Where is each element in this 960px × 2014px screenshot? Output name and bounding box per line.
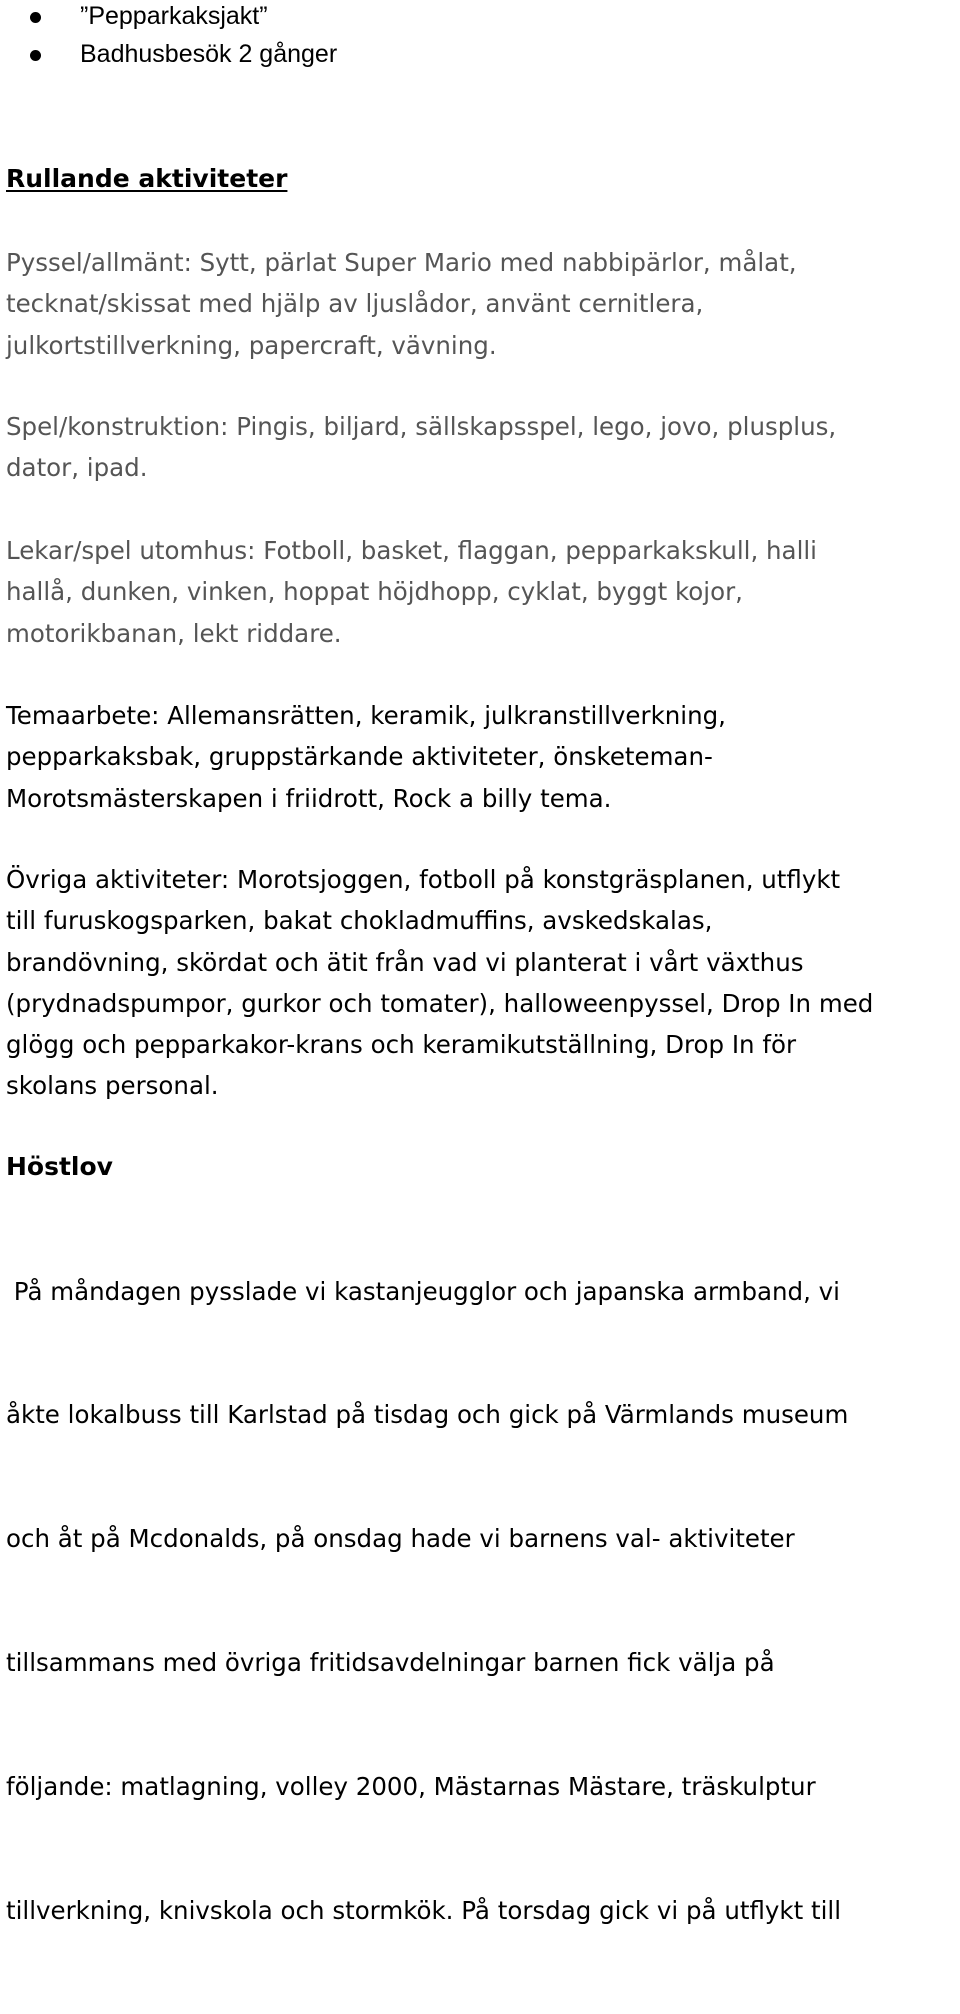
bullet-icon [30,12,41,23]
text-line: följande: matlagning, volley 2000, Mästarnas Mästare, träskulptur [6,1772,816,1802]
text-line: och åt på Mcdonalds, på onsdag hade vi barnens val- aktiviteter [6,1524,795,1554]
paragraph-spel [6,406,956,489]
bullet-icon [30,50,41,61]
list-item [0,38,960,78]
list-item [0,0,960,40]
section-heading: Rullande aktiviteter [6,164,288,193]
text-line: glögg och pepparkakor-krans och keramikutställning, Drop In för [6,1030,797,1060]
paragraph-pyssel [6,242,956,366]
text-line: motorikbanan, lekt riddare. [6,618,342,648]
paragraph-tema [6,695,956,819]
text-line: brandövning, skördat och ätit från vad vi planterat i vårt växthus [6,947,804,977]
text-line: pepparkaksbak, gruppstärkande aktiviteter, önsketeman- [6,742,713,772]
list-item-text: ”Pepparkaksjakt” [80,2,268,30]
paragraph-ovriga [6,859,956,1107]
text-line: Pyssel/allmänt: Sytt, pärlat Super Mario med nabbipärlor, målat, [6,248,797,277]
text-line: tillsammans med övriga fritidsavdelningar barnen fick välja på [6,1648,775,1678]
text-line: till furuskogsparken, bakat chokladmuffins, avskedskalas, [6,906,713,936]
list-item-text: Badhusbesök 2 gånger [80,40,338,68]
text-line: Övriga aktiviteter: Morotsjoggen, fotboll på konstgräsplanen, utflykt [6,865,841,894]
hostlov-heading: Höstlov [6,1152,113,1181]
text-line: Morotsmästerskapen i friidrott, Rock a billy tema. [6,783,612,813]
text-line: åkte lokalbuss till Karlstad på tisdag och gick på Värmlands museum [6,1400,849,1430]
paragraph-hostlov [6,1188,956,2014]
text-line: (prydnadspumpor, gurkor och tomater), halloweenpyssel, Drop In med [6,988,874,1018]
text-line: dator, ipad. [6,453,148,483]
text-line: Lekar/spel utomhus: Fotboll, basket, flaggan, pepparkakskull, halli [6,536,817,565]
paragraph-lekar [6,530,956,654]
text-line: tillverkning, knivskola och stormkök. På torsdag gick vi på utflykt till [6,1896,841,1926]
text-line: Temaarbete: Allemansrätten, keramik, julkranstillverkning, [6,701,726,730]
text-line: Spel/konstruktion: Pingis, biljard, sällskapsspel, lego, jovo, plusplus, [6,412,837,441]
text-line: skolans personal. [6,1071,219,1101]
text-line: julkortstillverkning, papercraft, vävning. [6,330,497,360]
text-line: tecknat/skissat med hjälp av ljuslådor, använt cernitlera, [6,289,704,319]
text-line: hallå, dunken, vinken, hoppat höjdhopp, cyklat, byggt kojor, [6,577,743,607]
text-line: På måndagen pysslade vi kastanjeugglor och japanska armband, vi [6,1276,840,1306]
